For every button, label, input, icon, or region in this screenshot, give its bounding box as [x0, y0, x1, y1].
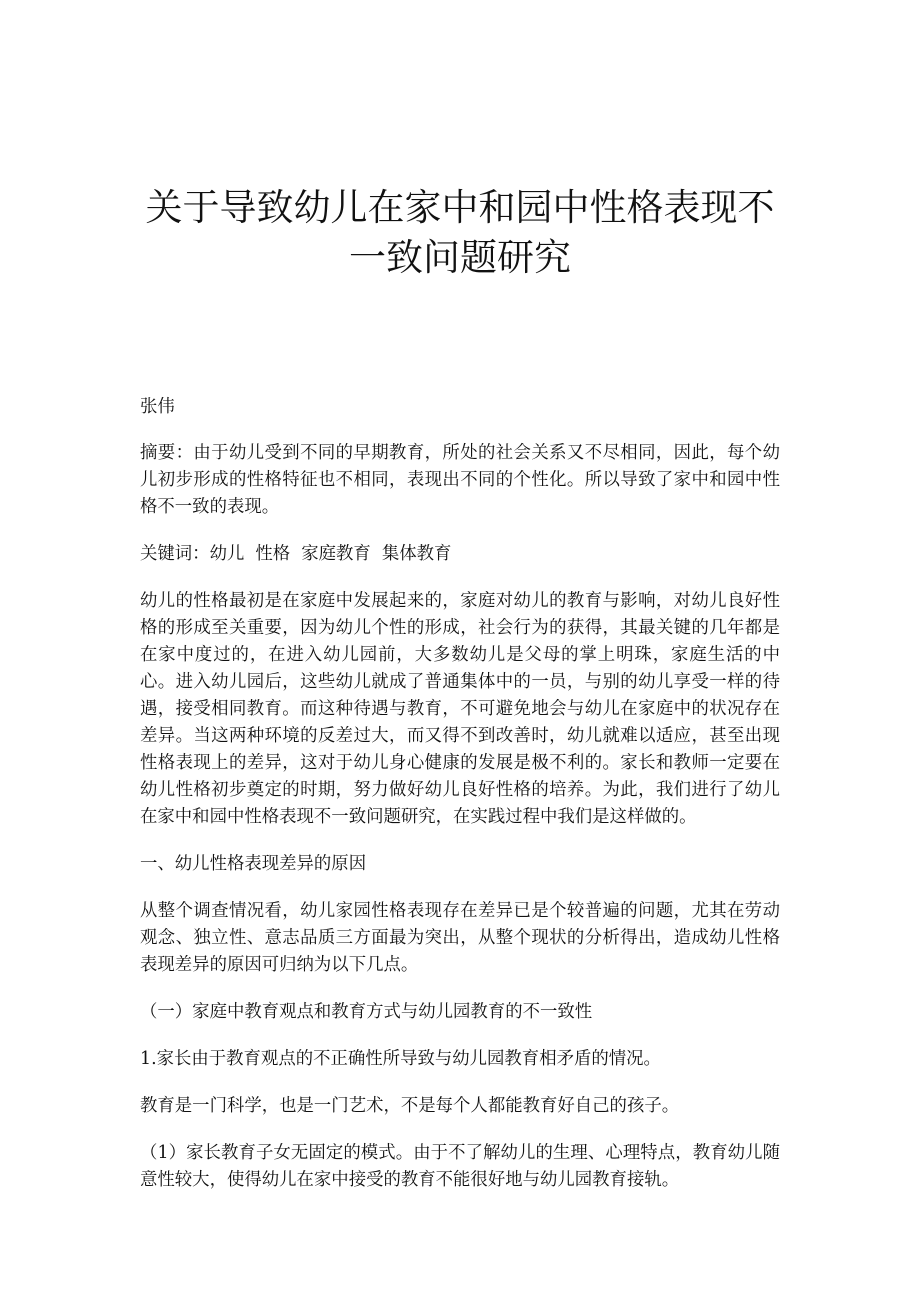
- document-body: [140, 394, 780, 1214]
- item-1-paragraph: （1）家长教育子女无固定的模式。由于不了解幼儿的生理、心理特点，教育幼儿随意性较大，使得幼儿在家中接受的教育不能很好地与幼儿园教育接轨。: [140, 1143, 780, 1190]
- intro-paragraph: 幼儿的性格最初是在家庭中发展起来的，家庭对幼儿的教育与影响，对幼儿良好性格的形成至关重要，因为幼儿个性的形成，社会行为的获得，其最关键的几年都是在家中度过的，在进入幼儿园前，大多数幼儿是父母的掌上明珠，家庭生活的中心。进入幼儿园后，这些幼儿就成了普通集体中的一员，与别的幼儿享受一样的待遇，接受相同教育。而这种待遇与教育，不可避免地会与幼儿在家庭中的状况存在差异。当这两种环境的反差过大，而又得不到改善时，幼儿就难以适应，甚至出现性格表现上的差异，这对于幼儿身心健康的发展是极不利的。家长和教师一定要在幼儿性格初步奠定的时期，努力做好幼儿良好性格的培养。为此，我们进行了幼儿在家中和园中性格表现不一致问题研究，在实践过程中我们是这样做的。: [140, 591, 780, 827]
- section-1-paragraph: 从整个调查情况看，幼儿家园性格表现存在差异已是个较普遍的问题，尤其在劳动观念、独立性、意志品质三方面最为突出，从整个现状的分析得出，造成幼儿性格表现差异的原因可归纳为以下几点。: [140, 901, 780, 975]
- point-1-heading: 1.家长由于教育观点的不正确性所导致与幼儿园教育相矛盾的情况。: [140, 1049, 661, 1069]
- document-title: [120, 183, 800, 283]
- point-1-paragraph: 教育是一门科学，也是一门艺术，不是每个人都能教育好自己的孩子。: [140, 1096, 680, 1116]
- author-name: 张伟: [140, 397, 175, 417]
- keywords-line: 关键词：幼儿 性格 家庭教育 集体教育: [140, 544, 452, 564]
- section-1-heading: 一、幼儿性格表现差异的原因: [140, 854, 367, 874]
- subsection-1-heading: （一）家庭中教育观点和教育方式与幼儿园教育的不一致性: [140, 1002, 593, 1022]
- title-line-1: 关于导致幼儿在家中和园中性格表现不: [145, 186, 775, 229]
- title-line-2: 一致问题研究: [349, 236, 571, 279]
- abstract-paragraph: 摘要：由于幼儿受到不同的早期教育，所处的社会关系又不尽相同，因此，每个幼儿初步形成的性格特征也不相同，表现出不同的个性化。所以导致了家中和园中性格不一致的表现。: [140, 443, 780, 517]
